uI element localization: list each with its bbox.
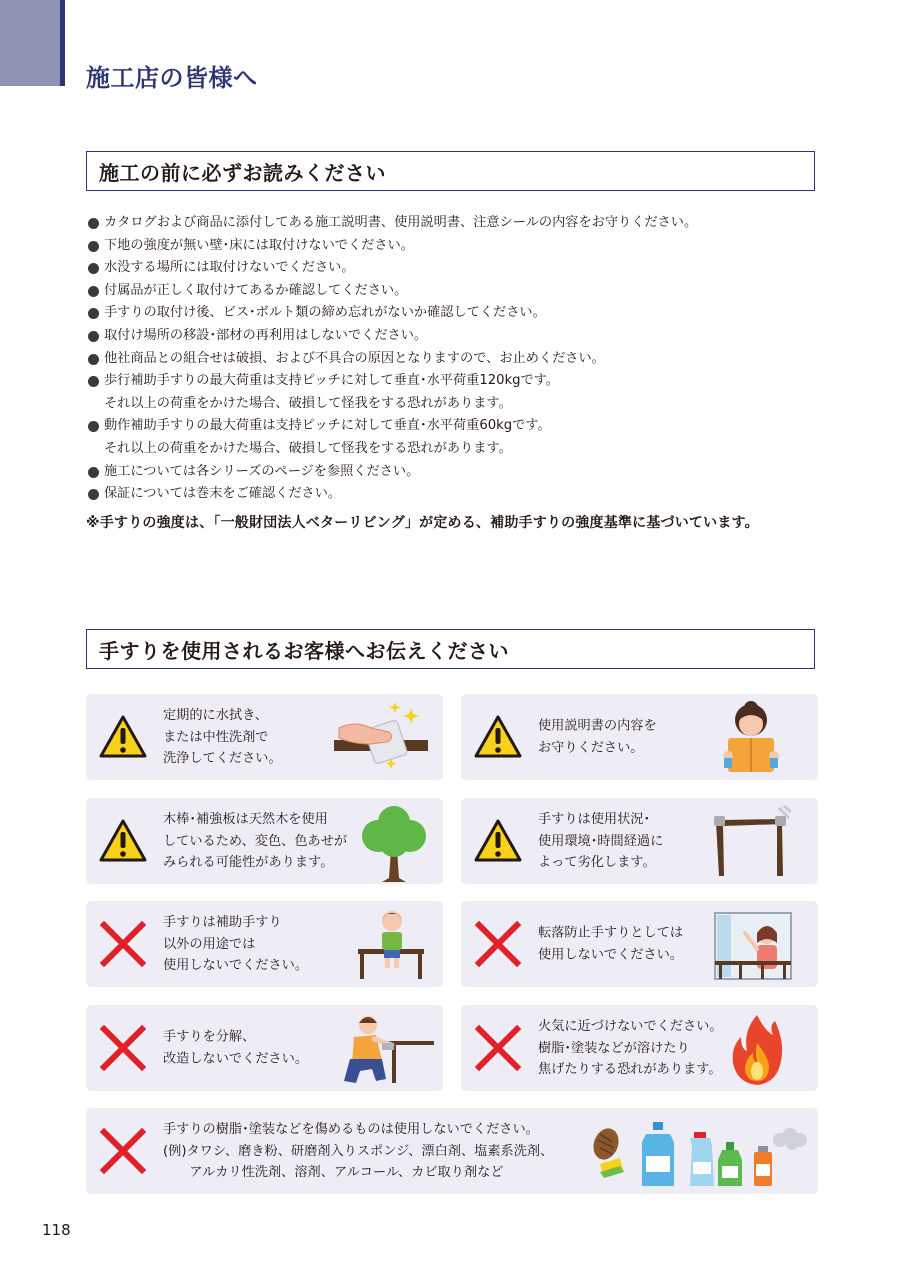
bullet-icon — [88, 286, 99, 297]
prohibited-icon — [98, 1023, 148, 1073]
bullet-icon — [88, 218, 99, 229]
bullet-icon — [88, 354, 99, 365]
list-item — [86, 302, 815, 325]
list-item-text: 動作補助手すりの最大荷重は支持ピッチに対して垂直･水平荷重60kgです。 — [104, 418, 551, 434]
list-item-text: 手すりの取付け後、ビス･ボルト類の締め忘れがないか確認してください。 — [104, 305, 546, 321]
bullet-icon — [88, 331, 99, 342]
tree-icon — [358, 802, 430, 882]
list-item-text: 水没する場所には取付けないでください。 — [104, 260, 355, 276]
section-heading-box — [86, 151, 815, 191]
fire-icon — [729, 1009, 785, 1089]
list-item-text: 歩行補助手すりの最大荷重は支持ピッチに対して垂直･水平荷重120kgです。 — [104, 373, 559, 389]
warning-icon — [473, 816, 523, 866]
section-heading-box — [86, 629, 815, 669]
caution-text: 火気に近づけないでください。 樹脂･塗装などが溶けたり 焦げたりする恐れがあります。 — [538, 1018, 723, 1077]
list-item — [86, 348, 815, 371]
caution-text: 手すりは使用状況･ 使用環境･時間経過に よって劣化します。 — [538, 811, 664, 870]
corner-tab — [0, 0, 60, 86]
list-item-text: それ以上の荷重をかけた場合、破損して怪我をする恐れがあります。 — [104, 440, 512, 456]
prohibited-icon — [98, 1126, 148, 1176]
caution-text: 手すりを分解、 改造しないでください。 — [163, 1029, 309, 1066]
page-number: 118 — [42, 1221, 71, 1239]
section-heading: 施工の前に必ずお読みください — [99, 160, 386, 185]
prohibited-icon — [473, 1023, 523, 1073]
bullet-icon — [88, 467, 99, 478]
list-item — [86, 212, 815, 235]
list-item — [86, 415, 815, 460]
child-on-handrail-icon — [356, 905, 428, 983]
disassembly-worker-icon — [336, 1009, 436, 1089]
list-item-text: 付属品が正しく取付けてあるか確認してください。 — [104, 282, 408, 298]
list-item-text: 取付け場所の移設･部材の再利用はしないでください。 — [104, 327, 428, 343]
bullet-icon — [88, 241, 99, 252]
caution-card — [461, 1005, 818, 1091]
corner-rule — [60, 0, 65, 86]
cleaning-products-icon — [586, 1112, 810, 1192]
window-fall-icon — [713, 905, 793, 983]
caution-text: 木棒･補強板は天然木を使用 しているため、変色、色あせが みられる可能性があります。 — [163, 811, 348, 870]
list-item-text: 他社商品との組合せは破損、および不具合の原因となりますので、お止めください。 — [104, 350, 605, 366]
prohibited-icon — [98, 919, 148, 969]
strength-note: ※手すりの強度は、「一般財団法人ベターリビング」が定める、補助手すりの強度基準に基づいています。 — [86, 515, 759, 531]
list-item-text: カタログおよび商品に添付してある施工説明書、使用説明書、注意シールの内容をお守りください。 — [104, 215, 698, 230]
bullet-icon — [88, 421, 99, 432]
warning-icon — [473, 712, 523, 762]
list-item — [86, 280, 815, 303]
prohibited-icon — [473, 919, 523, 969]
bullet-icon — [88, 308, 99, 319]
precaution-list — [86, 212, 815, 506]
list-item — [86, 483, 815, 506]
caution-text: 手すりの樹脂･塗装などを傷めるものは使用しないでください。 (例)タワシ、磨き粉、研磨剤入りスポンジ、漂白剤、塩素系洗剤、 アルカリ性洗剤、溶剤、アルコール、カビ取り剤など — [163, 1121, 554, 1180]
section-heading: 手すりを使用されるお客様へお伝えください — [99, 638, 509, 663]
list-item — [86, 370, 815, 415]
list-item-text: 保証については巻末をご確認ください。 — [104, 486, 342, 502]
wiping-cloth-icon — [331, 698, 431, 776]
list-item-text: 施工については各シリーズのページを参照ください。 — [104, 463, 420, 479]
caution-card — [86, 798, 443, 884]
reading-girl-icon — [716, 698, 786, 776]
caution-card — [86, 901, 443, 987]
caution-card — [86, 1005, 443, 1091]
caution-card — [86, 694, 443, 780]
warning-icon — [98, 816, 148, 866]
list-item — [86, 235, 815, 258]
caution-card — [86, 1108, 818, 1194]
list-item — [86, 461, 815, 484]
bullet-icon — [88, 489, 99, 500]
warning-icon — [98, 712, 148, 762]
list-item — [86, 325, 815, 348]
aged-handrail-icon — [711, 802, 791, 880]
list-item-text: 下地の強度が無い壁･床には取付けないでください。 — [104, 237, 414, 253]
caution-card — [461, 901, 818, 987]
caution-card — [461, 798, 818, 884]
caution-text: 手すりは補助手すり 以外の用途では 使用しないでください。 — [163, 914, 309, 973]
caution-text: 転落防止手すりとしては 使用しないでください。 — [538, 925, 684, 962]
list-item-text: それ以上の荷重をかけた場合、破損して怪我をする恐れがあります。 — [104, 395, 512, 411]
bullet-icon — [88, 376, 99, 387]
caution-card — [461, 694, 818, 780]
caution-text: 定期的に水拭き、 または中性洗剤で 洗浄してください。 — [163, 707, 282, 766]
page-title: 施工店の皆様へ — [86, 64, 258, 92]
list-item — [86, 257, 815, 280]
bullet-icon — [88, 263, 99, 274]
caution-text: 使用説明書の内容を お守りください。 — [538, 718, 657, 755]
